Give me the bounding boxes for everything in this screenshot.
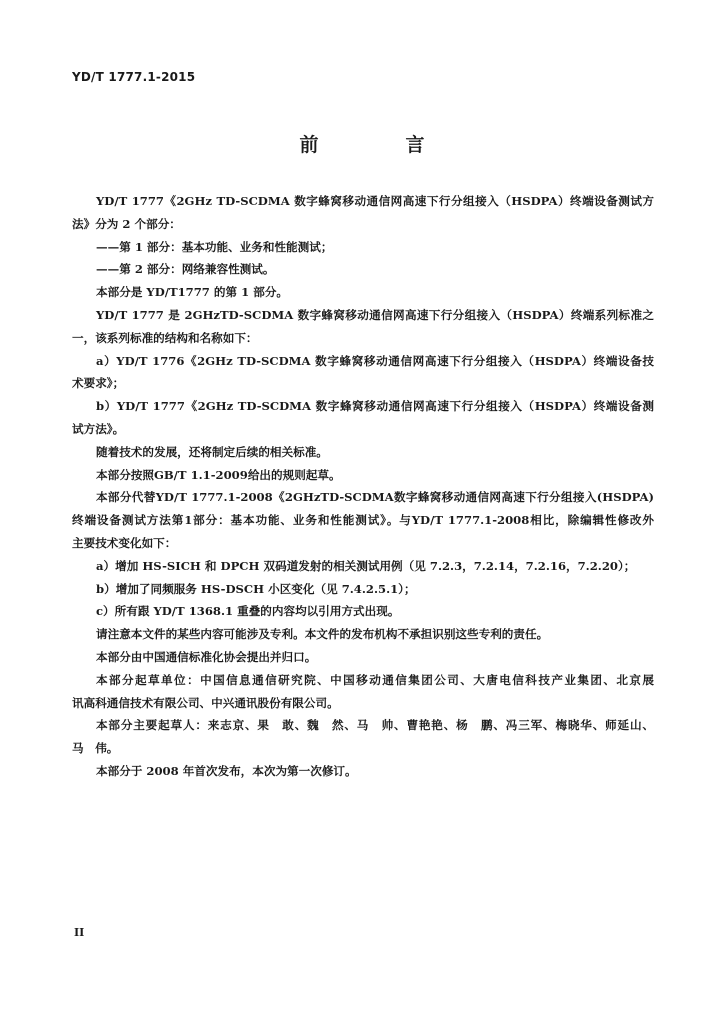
text-line: b）YD/T 1777《2GHz TD-SCDMA 数字蜂窝移动通信网高速下行分组接入（HSDPA）终端设备测 [96,399,654,414]
page-title: 前 言 [299,134,459,156]
text-line: 主要技术变化如下： [72,535,177,550]
text-line: 请注意本文件的某些内容可能涉及专利。本文件的发布机构不承担识别这些专利的责任。 [96,627,549,642]
text-line: 随着技术的发展，还将制定后续的相关标准。 [96,444,328,459]
text-line: 本部分是 YD/T1777 的第 1 部分。 [96,285,289,300]
text-line: 本部分起草单位：中国信息通信研究院、中国移动通信集团公司、大唐电信科技产业集团、北京展 [96,672,654,687]
text-line: 本部分按照GB/T 1.1-2009给出的规则起草。 [96,467,341,482]
text-line: 讯高科通信技术有限公司、中兴通讯股份有限公司。 [72,695,339,710]
text-line: 试方法》。 [72,421,125,436]
page-number: II [74,926,85,939]
text-line: 本部分代替YD/T 1777.1-2008《2GHzTD-SCDMA数字蜂窝移动通信网高速下行分组接入(HSDPA) [96,490,654,505]
text-line: 法》分为 2 个部分： [72,216,181,231]
text-line: 一，该系列标准的结构和名称如下： [72,330,258,345]
text-line: 本部分由中国通信标准化协会提出并归口。 [96,649,317,664]
text-line: c）所有跟 YD/T 1368.1 重叠的内容均以引用方式出现。 [96,604,400,619]
text-line: ——第 1 部分：基本功能、业务和性能测试； [96,239,333,254]
foreword-body [72,190,654,783]
standard-code: YD/T 1777.1-2015 [72,70,196,84]
text-line: 术要求》； [72,376,125,391]
text-line: ——第 2 部分：网络兼容性测试。 [96,262,275,277]
text-line: a）YD/T 1776《2GHz TD-SCDMA 数字蜂窝移动通信网高速下行分组接入（HSDPA）终端设备技 [96,353,654,368]
text-line: YD/T 1777 是 2GHzTD-SCDMA 数字蜂窝移动通信网高速下行分组接入（HSDPA）终端系列标准之 [96,307,654,322]
text-line: 终端设备测试方法第1部分：基本功能、业务和性能测试》。与YD/T 1777.1-2008相比，除编辑性修改外 [72,513,654,528]
text-line: 马 伟。 [72,741,119,756]
text-line: 本部分于 2008 年首次发布，本次为第一次修订。 [96,763,357,778]
text-line: YD/T 1777《2GHz TD-SCDMA 数字蜂窝移动通信网高速下行分组接入（HSDPA）终端设备测试方 [96,194,654,208]
text-line: b）增加了同频服务 HS-DSCH 小区变化（见 7.4.2.5.1）； [96,581,416,596]
text-line: 本部分主要起草人：来志京、果 敢、魏 然、马 帅、曹艳艳、杨 鹏、冯三军、梅晓华、师延山、 [96,718,654,733]
text-line: a）增加 HS-SICH 和 DPCH 双码道发射的相关测试用例（见 7.2.3，7.2.14，7.2.16，7.2.20）； [96,558,636,573]
